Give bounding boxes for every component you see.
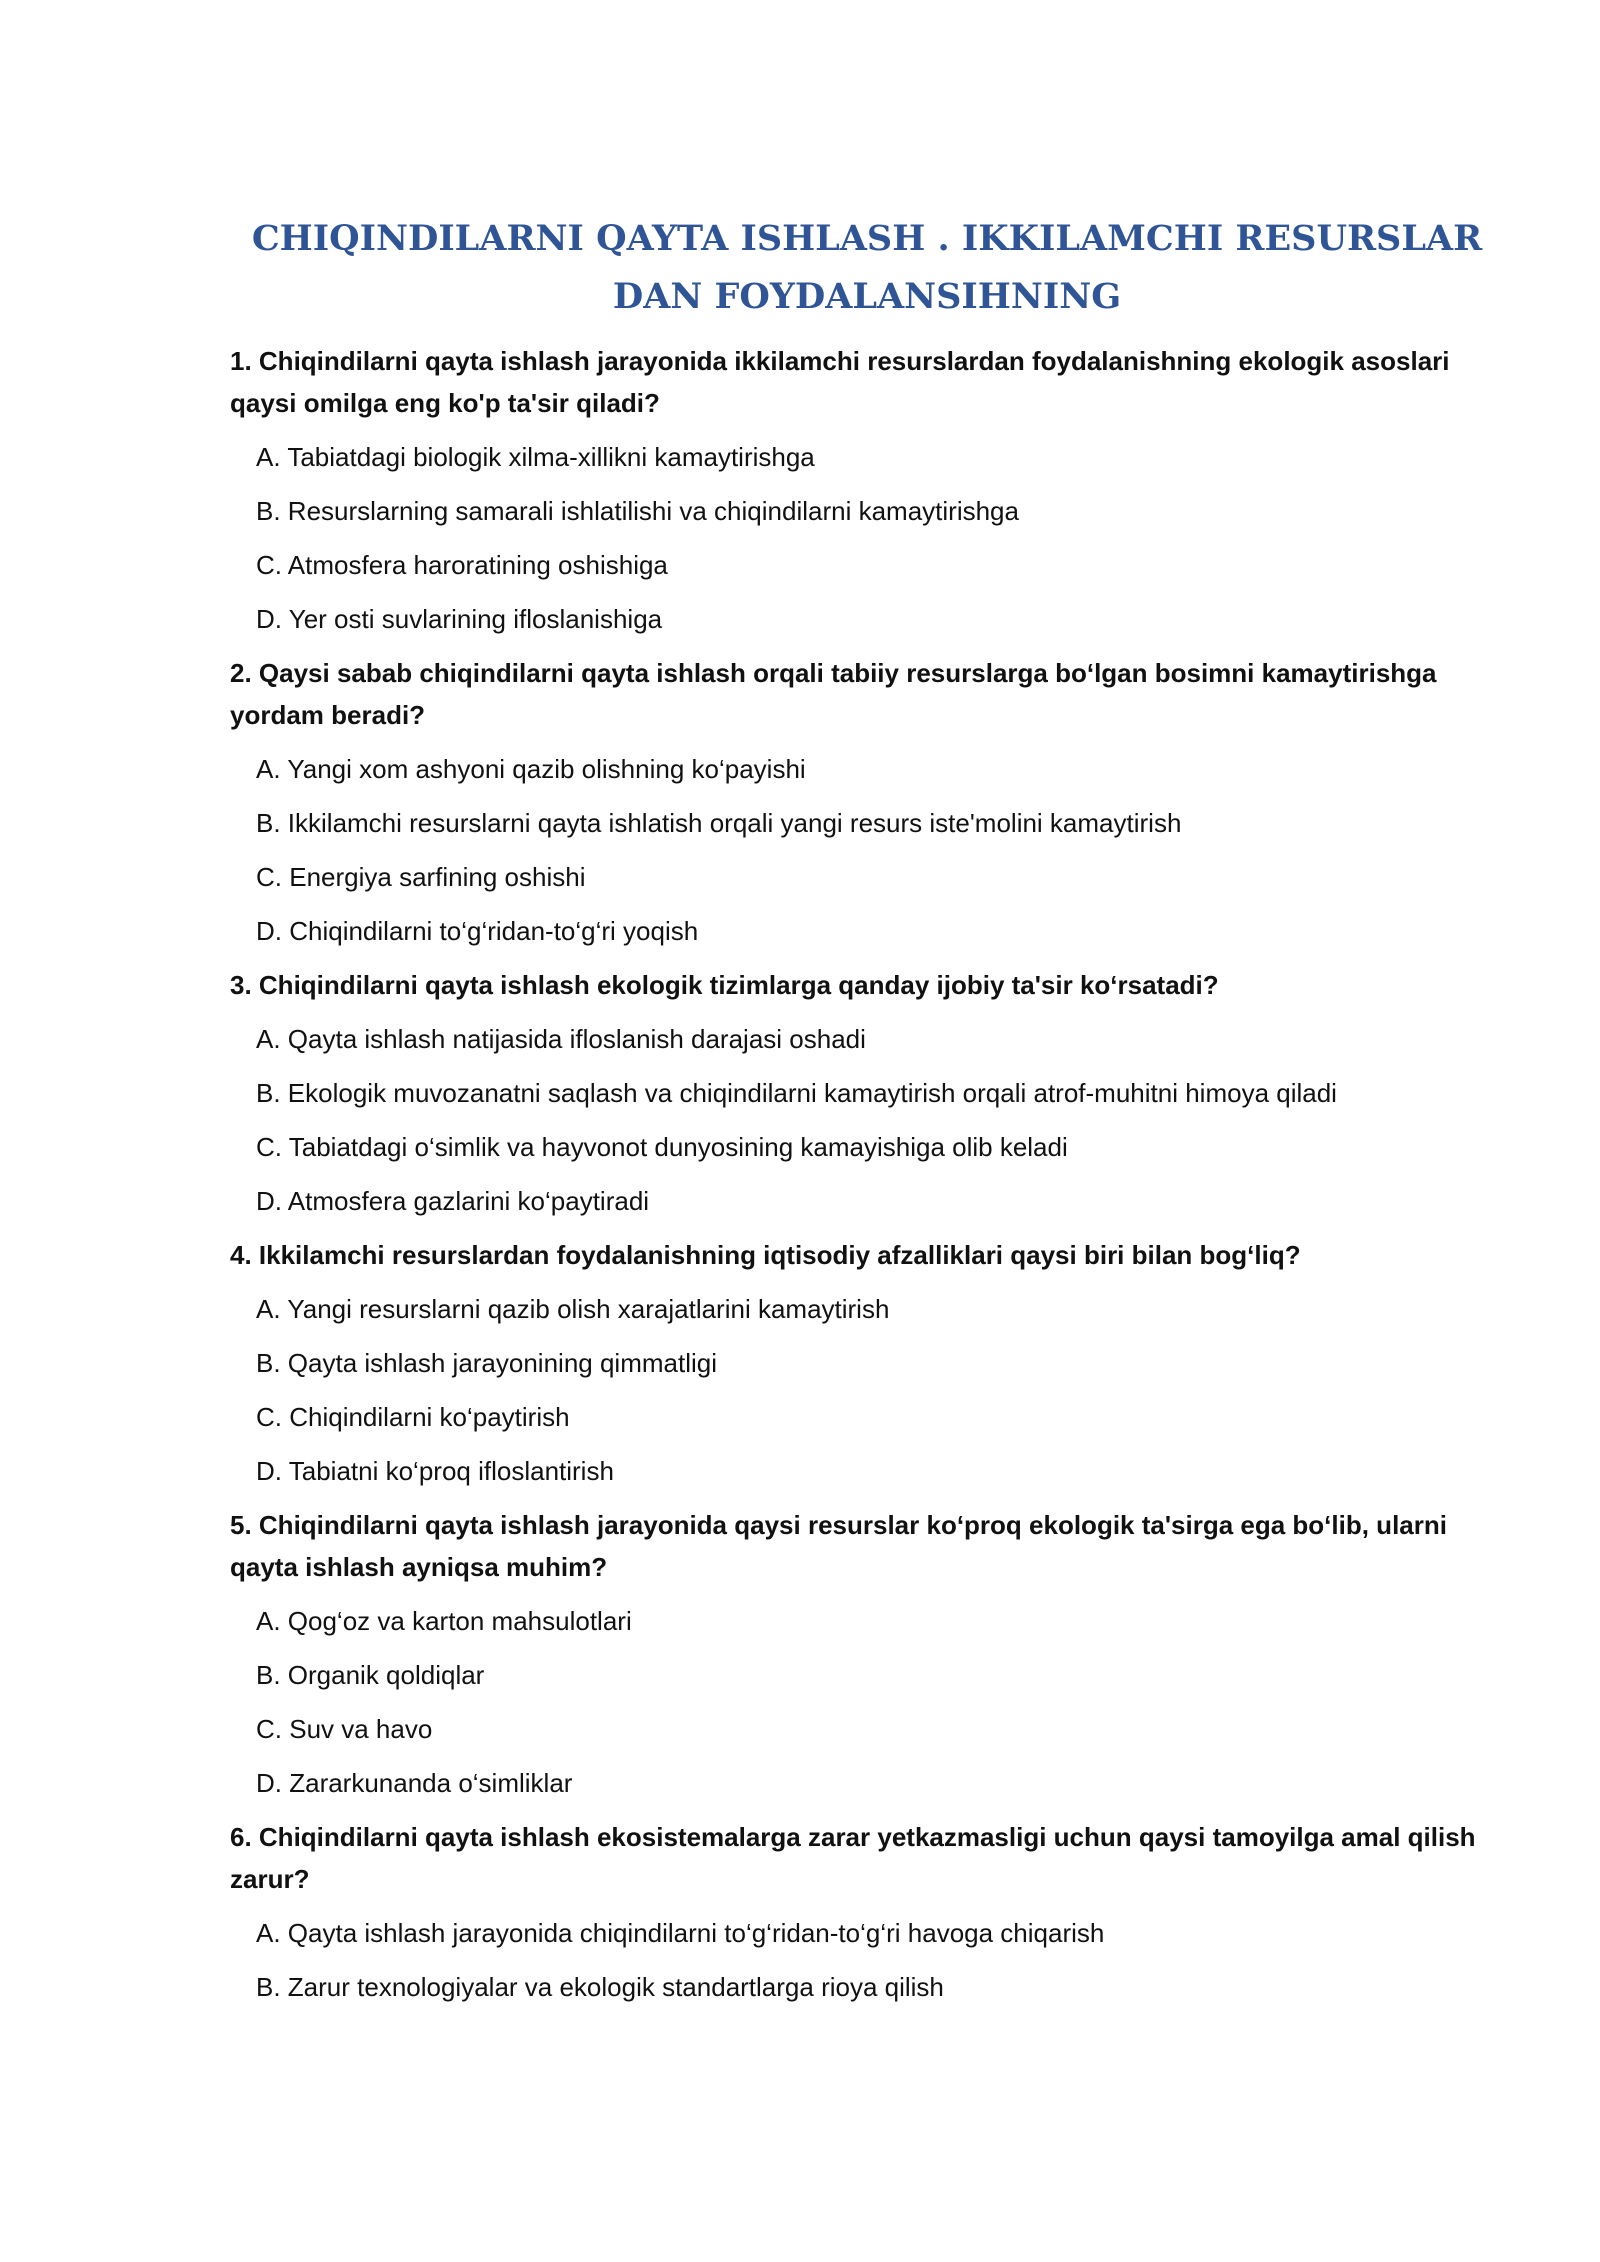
answer-options <box>230 1018 1504 1222</box>
question-text: 4. Ikkilamchi resurslardan foydalanishning iqtisodiy afzalliklari qaysi biri bilan bog‘liq? <box>230 1240 1301 1270</box>
question-1 <box>230 340 1504 640</box>
option-a: A. Yangi resurslarni qazib olish xarajatlarini kamaytirish <box>256 1294 890 1324</box>
answer-options <box>230 436 1504 640</box>
question-text: 3. Chiqindilarni qayta ishlash ekologik tizimlarga qanday ijobiy ta'sir ko‘rsatadi? <box>230 970 1219 1000</box>
question-3 <box>230 964 1504 1222</box>
answer-options <box>230 1288 1504 1492</box>
option-c: C. Suv va havo <box>256 1714 433 1744</box>
option-b: B. Ikkilamchi resurslarni qayta ishlatish orqali yangi resurs iste'molini kamaytirish <box>256 808 1182 838</box>
option-c: C. Energiya sarfining oshishi <box>256 862 586 892</box>
option-c: C. Atmosfera haroratining oshishiga <box>256 550 668 580</box>
question-text: 6. Chiqindilarni qayta ishlash ekosistemalarga zarar yetkazmasligi uchun qaysi tamoyilga amal qilish zarur? <box>230 1822 1476 1894</box>
option-d: D. Yer osti suvlarining ifloslanishiga <box>256 604 663 634</box>
option-a: A. Qog‘oz va karton mahsulotlari <box>256 1606 632 1636</box>
option-b: B. Resurslarning samarali ishlatilishi va chiqindilarni kamaytirishga <box>256 496 1019 526</box>
option-c: C. Tabiatdagi o‘simlik va hayvonot dunyosining kamayishiga olib keladi <box>256 1132 1068 1162</box>
option-d: D. Chiqindilarni to‘g‘ridan-to‘g‘ri yoqish <box>256 916 699 946</box>
question-6 <box>230 1816 1504 2008</box>
document-title: CHIQINDILARNI QAYTA ISHLASH . IKKILAMCHI RESURSLAR DAN FOYDALANSIHNING <box>251 218 1483 317</box>
option-a: A. Qayta ishlash jarayonida chiqindilarni to‘g‘ridan-to‘g‘ri havoga chiqarish <box>256 1918 1105 1948</box>
option-d: D. Atmosfera gazlarini ko‘paytiradi <box>256 1186 650 1216</box>
question-2 <box>230 652 1504 952</box>
option-b: B. Organik qoldiqlar <box>256 1660 485 1690</box>
option-c: C. Chiqindilarni ko‘paytirish <box>256 1402 570 1432</box>
question-4 <box>230 1234 1504 1492</box>
question-5 <box>230 1504 1504 1804</box>
option-b: B. Qayta ishlash jarayonining qimmatligi <box>256 1348 717 1378</box>
option-a: A. Qayta ishlash natijasida ifloslanish darajasi oshadi <box>256 1024 866 1054</box>
question-text: 5. Chiqindilarni qayta ishlash jarayonida qaysi resurslar ko‘proq ekologik ta'sirga ega bo‘lib, ularni qayta ishlash ayniqsa muhim? <box>230 1510 1447 1582</box>
option-a: A. Tabiatdagi biologik xilma-xillikni kamaytirishga <box>256 442 815 472</box>
option-b: B. Zarur texnologiyalar va ekologik standartlarga rioya qilish <box>256 1972 944 2002</box>
answer-options <box>230 1912 1504 2008</box>
option-a: A. Yangi xom ashyoni qazib olishning ko‘payishi <box>256 754 806 784</box>
answer-options <box>230 748 1504 952</box>
option-d: D. Tabiatni ko‘proq ifloslantirish <box>256 1456 614 1486</box>
answer-options <box>230 1600 1504 1804</box>
option-b: B. Ekologik muvozanatni saqlash va chiqindilarni kamaytirish orqali atrof-muhitni himoya qiladi <box>256 1078 1337 1108</box>
question-text: 1. Chiqindilarni qayta ishlash jarayonida ikkilamchi resurslardan foydalanishning ekologik asoslari qaysi omilga eng ko'p ta'sir qiladi? <box>230 346 1450 418</box>
option-d: D. Zararkunanda o‘simliklar <box>256 1768 573 1798</box>
question-text: 2. Qaysi sabab chiqindilarni qayta ishlash orqali tabiiy resurslarga bo‘lgan bosimni kamaytirishga yordam beradi? <box>230 658 1437 730</box>
